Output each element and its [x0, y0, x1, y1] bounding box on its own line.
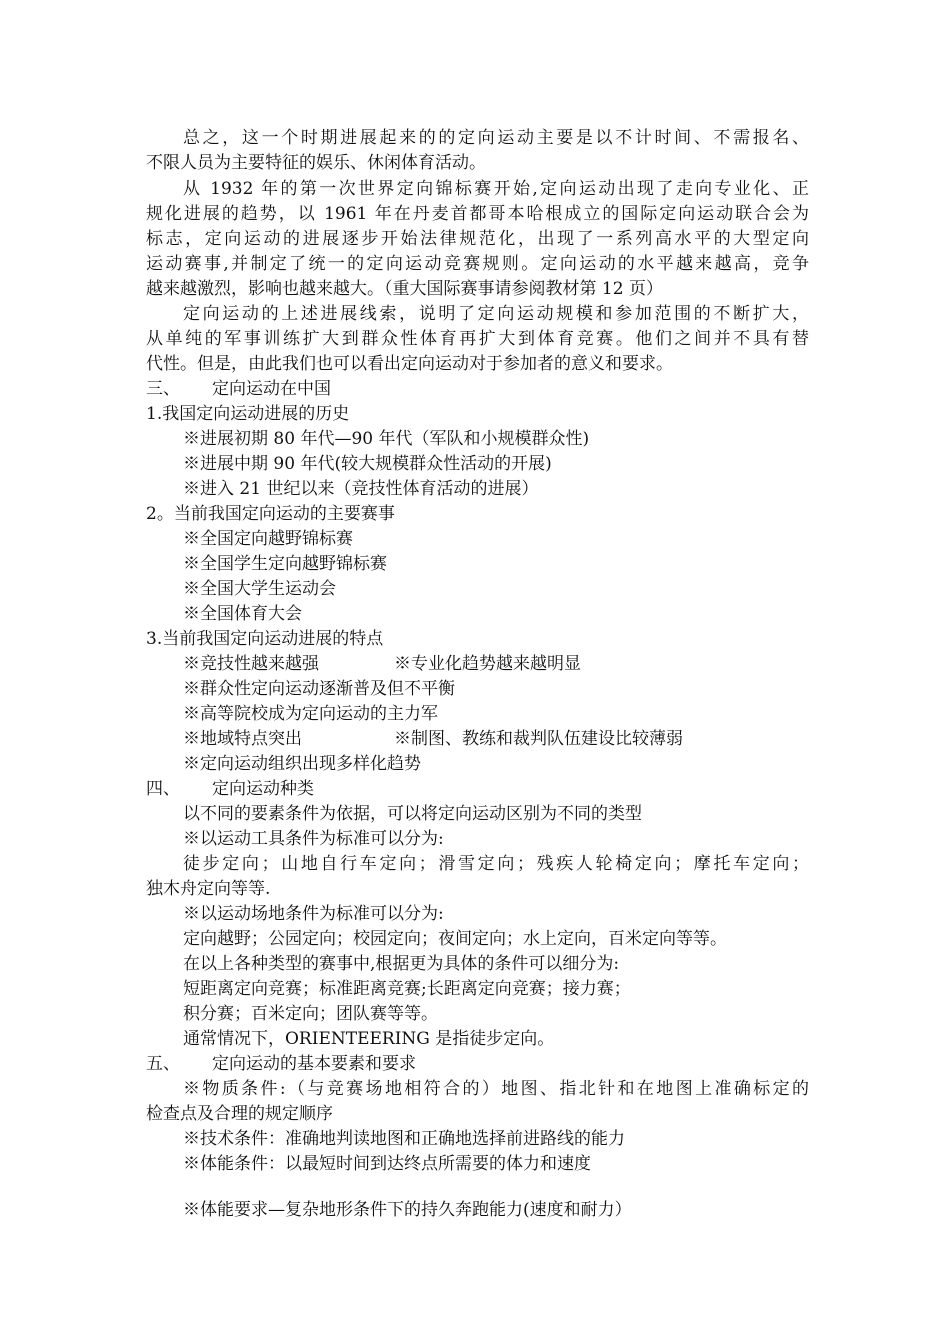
list-item: ※体能要求—复杂地形条件下的持久奔跑能力(速度和耐力） — [183, 1200, 632, 1220]
section-title: 定向运动的基本要素和要求 — [212, 1054, 416, 1074]
section-title: 定向运动种类 — [212, 779, 314, 799]
section-number: 三、 — [146, 379, 180, 399]
section-number: 四、 — [146, 779, 180, 799]
list-item: ※高等院校成为定向运动的主力军 — [183, 704, 438, 724]
list-item: ※全国体育大会 — [183, 604, 302, 624]
list-item: ※竞技性越来越强 — [183, 654, 319, 674]
list-item: ※技术条件：准确地判读地图和正确地选择前进路线的能力 — [183, 1129, 625, 1149]
list-item: ※地域特点突出 — [183, 729, 302, 749]
list-item: ※物质条件:（与竞赛场地相符合的）地图、指北针和在地图上准确标定的 — [183, 1079, 809, 1099]
paragraph-line: 积分赛；百米定向；团队赛等等。 — [183, 1004, 438, 1024]
paragraph-line: 标志，定向运动的进展逐步开始法律规范化，出现了一系列高水平的大型定向 — [146, 229, 809, 249]
list-item: ※进展初期 80 年代—90 年代（军队和小规模群众性) — [183, 429, 590, 449]
list-item: ※以运动场地条件为标准可以分为: — [183, 904, 444, 924]
list-item: ※专业化趋势越来越明显 — [394, 654, 581, 674]
paragraph-line: 检查点及合理的规定顺序 — [146, 1104, 333, 1124]
paragraph-line: 从单纯的军事训练扩大到群众性体育再扩大到体育竞赛。他们之间并不具有替 — [146, 329, 809, 349]
paragraph-line: 独木舟定向等等. — [146, 879, 271, 899]
paragraph-line: 徒步定向；山地自行车定向；滑雪定向；残疾人轮椅定向；摩托车定向； — [183, 854, 809, 874]
paragraph-line: 在以上各种类型的赛事中,根据更为具体的条件可以细分为: — [183, 954, 620, 974]
section-number: 五、 — [146, 1054, 180, 1074]
list-item: ※进入 21 世纪以来（竞技性体育活动的进展） — [183, 479, 539, 499]
list-item: ※全国大学生运动会 — [183, 579, 336, 599]
list-item: ※以运动工具条件为标准可以分为: — [183, 829, 444, 849]
section-title: 定向运动在中国 — [212, 379, 331, 399]
paragraph-line: 定向运动的上述进展线索，说明了定向运动规模和参加范围的不断扩大， — [183, 304, 809, 324]
section-heading — [146, 777, 314, 801]
list-item: ※进展中期 90 年代(较大规模群众性活动的开展) — [183, 454, 552, 474]
paragraph-line: 规化进展的趋势，以 1961 年在丹麦首都哥本哈根成立的国际定向运动联合会为 — [146, 204, 809, 224]
list-item: ※体能条件：以最短时间到达终点所需要的体力和速度 — [183, 1154, 591, 1174]
paragraph-line: 以不同的要素条件为依据，可以将定向运动区别为不同的类型 — [183, 804, 642, 824]
paragraph-line: 定向越野；公园定向；校园定向；夜间定向；水上定向，百米定向等等。 — [183, 929, 727, 949]
paragraph-line: 越来越激烈，影响也越来越大。（重大国际赛事请参阅教材第 12 页） — [146, 279, 663, 299]
list-item: ※定向运动组织出现多样化趋势 — [183, 754, 421, 774]
list-item: ※全国定向越野锦标赛 — [183, 529, 353, 549]
section-heading — [146, 377, 331, 401]
paragraph-line: 代性。但是，由此我们也可以看出定向运动对于参加者的意义和要求。 — [146, 354, 673, 374]
list-item: ※全国学生定向越野锦标赛 — [183, 554, 387, 574]
subheading: 3.当前我国定向运动进展的特点 — [146, 629, 384, 649]
subheading: 1.我国定向运动进展的历史 — [146, 404, 350, 424]
paragraph-line: 不限人员为主要特征的娱乐、休闲体育活动。 — [146, 153, 486, 173]
list-item: ※群众性定向运动逐渐普及但不平衡 — [183, 679, 455, 699]
paragraph-line: 短距离定向竞赛；标准距离竞赛;长距离定向竞赛；接力赛； — [183, 979, 631, 999]
paragraph-line: 通常情况下，ORIENTEERING 是指徒步定向。 — [183, 1029, 555, 1049]
paragraph-line: 总之，这一个时期进展起来的的定向运动主要是以不计时间、不需报名、 — [183, 128, 809, 148]
list-item: ※制图、教练和裁判队伍建设比较薄弱 — [394, 729, 683, 749]
subheading: 2。当前我国定向运动的主要赛事 — [146, 504, 395, 524]
paragraph-line: 运动赛事,并制定了统一的定向运动竞赛规则。定向运动的水平越来越高，竞争 — [146, 254, 809, 274]
section-heading — [146, 1052, 416, 1076]
paragraph-line: 从 1932 年的第一次世界定向锦标赛开始,定向运动出现了走向专业化、正 — [183, 179, 809, 199]
